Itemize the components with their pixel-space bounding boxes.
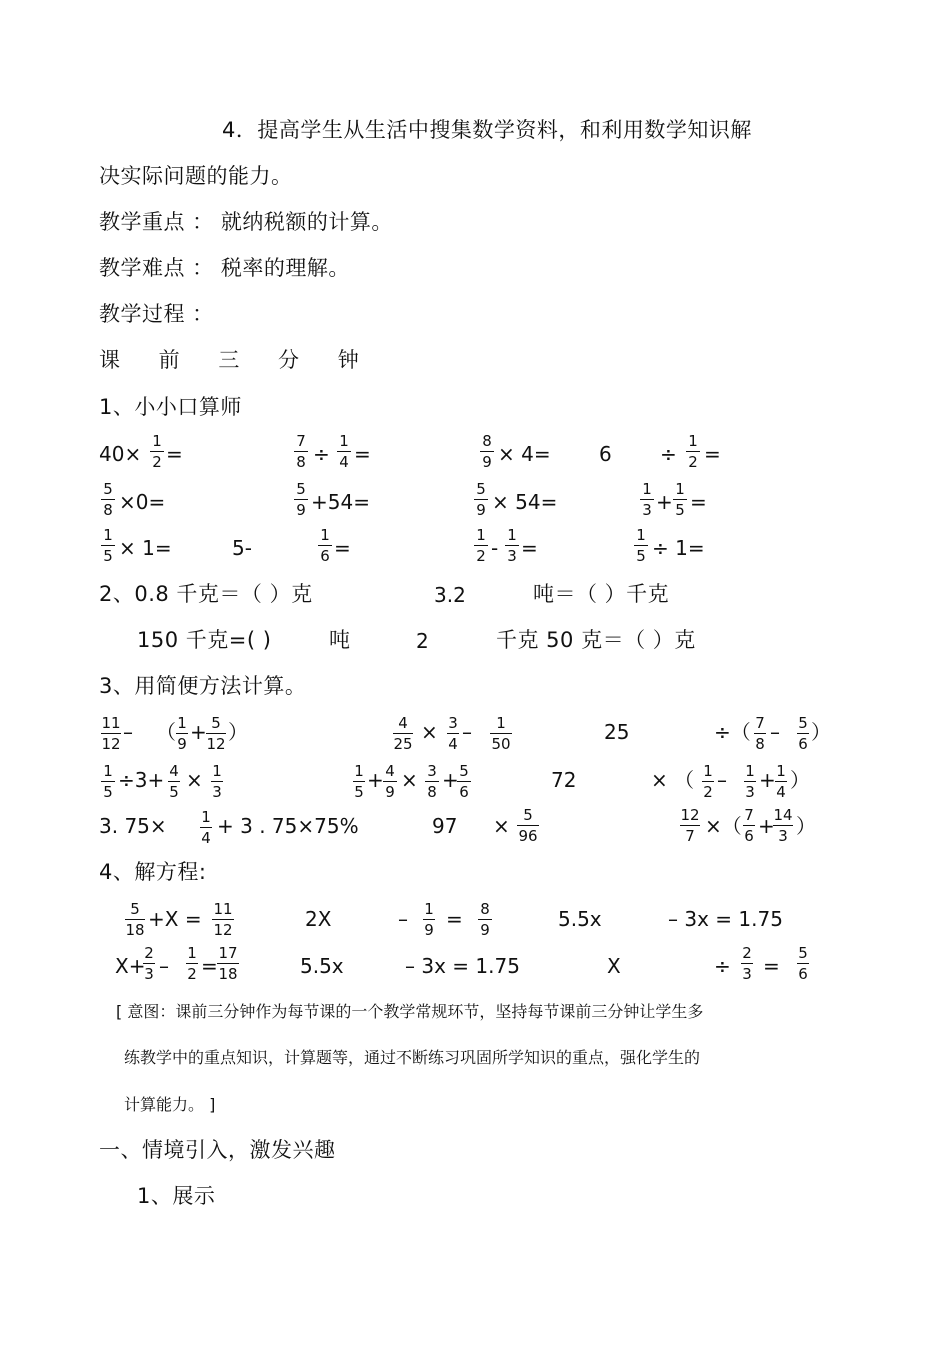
s1-r3-c-eq: = bbox=[521, 536, 538, 560]
fraction: 1 2 bbox=[150, 434, 164, 470]
fraction: 7 6 bbox=[744, 806, 754, 845]
fraction: 1 4 bbox=[776, 762, 786, 801]
fraction: 5 9 bbox=[474, 482, 488, 518]
fraction: 1 5 bbox=[634, 528, 648, 564]
fraction: 8 9 bbox=[480, 434, 494, 470]
section3-title: 3、用简便方法计算。 bbox=[99, 674, 307, 698]
s1-r3-five: 5- bbox=[232, 536, 252, 560]
s3-r3-b: + 3 . 75×75% bbox=[217, 814, 359, 838]
s3-r1-plus: + bbox=[190, 720, 207, 744]
fraction: 1 2 bbox=[703, 762, 713, 801]
s1-r3-a: × 1= bbox=[119, 536, 172, 560]
s3-r1-25: 25 bbox=[604, 720, 630, 744]
fraction: 1 2 bbox=[187, 944, 197, 983]
s3-r1-lp: （ bbox=[156, 720, 176, 744]
s2-t2: 3.2 bbox=[434, 583, 466, 607]
s2-r2b: 吨 bbox=[329, 628, 351, 652]
fraction: 1 5 bbox=[673, 482, 687, 518]
s1-r1-div: ÷ bbox=[313, 442, 330, 466]
fraction: 3 8 bbox=[425, 764, 439, 800]
fraction: 11 12 bbox=[101, 714, 121, 753]
s3-r3-times: × bbox=[493, 814, 510, 838]
fraction: 7 8 bbox=[755, 714, 765, 753]
fraction: 1 3 bbox=[640, 482, 654, 518]
fraction: 8 9 bbox=[478, 902, 492, 938]
fraction: 1 50 bbox=[491, 714, 511, 753]
s3-r3-97: 97 bbox=[432, 814, 458, 838]
s4-r2-d: X bbox=[607, 954, 621, 978]
s3-r2-plus3: + bbox=[759, 768, 776, 792]
s1-r1-eq3: = bbox=[704, 442, 721, 466]
s3-r2-rp: ） bbox=[790, 768, 810, 792]
s1-r3-d: ÷ 1= bbox=[652, 536, 705, 560]
fraction: 5 6 bbox=[798, 944, 808, 983]
fraction: 1 2 bbox=[474, 528, 488, 564]
s1-r1-div2: ÷ bbox=[660, 442, 677, 466]
s4-r1-c: – bbox=[398, 907, 408, 931]
s1-r1-eq1: = bbox=[166, 442, 183, 466]
fraction: 5 12 bbox=[206, 714, 226, 753]
s3-r2-minus: – bbox=[717, 768, 727, 792]
fraction: 3 4 bbox=[448, 714, 458, 753]
fraction: 2 3 bbox=[742, 944, 752, 983]
fraction: 2 3 bbox=[144, 944, 154, 983]
fraction: 1 9 bbox=[424, 900, 434, 939]
fraction: 1 5 bbox=[101, 764, 115, 800]
s4-r2-eq2: = bbox=[763, 954, 780, 978]
s1-r1-eq2: = bbox=[354, 442, 371, 466]
fraction: 1 9 bbox=[177, 714, 187, 753]
s3-r1-rp2: ） bbox=[811, 720, 831, 744]
s1-r1-a: 40× bbox=[99, 442, 142, 466]
intent-line3: 计算能力。 ] bbox=[124, 1095, 216, 1114]
s1-r3-minus: - bbox=[491, 536, 499, 560]
fraction: 1 5 bbox=[354, 762, 364, 801]
s3-r1-div: ÷（ bbox=[714, 720, 751, 744]
s4-r1-eq: = bbox=[446, 907, 463, 931]
fraction: 5 6 bbox=[798, 714, 808, 753]
fraction: 1 3 bbox=[745, 762, 755, 801]
s4-r1-e: – 3x = 1.75 bbox=[668, 907, 783, 931]
s4-r1-d: 5.5x bbox=[558, 907, 602, 931]
s3-r2-times: × bbox=[186, 768, 203, 792]
s1-r2-c: × 54= bbox=[492, 490, 558, 514]
s3-r3-rp: ） bbox=[796, 814, 816, 838]
s4-r1-b: 2X bbox=[305, 907, 332, 931]
fraction: 1 3 bbox=[505, 528, 519, 564]
fraction: 1 4 bbox=[201, 808, 211, 847]
s4-r2-c: – 3x = 1.75 bbox=[405, 954, 520, 978]
fraction: 1 4 bbox=[337, 434, 351, 470]
fraction: 14 3 bbox=[773, 806, 793, 845]
s1-r2-b: +54= bbox=[311, 490, 370, 514]
s1-r2-a: ×0= bbox=[119, 490, 166, 514]
s4-r2-minus: – bbox=[159, 954, 169, 978]
s3-r1-rp: ） bbox=[228, 720, 248, 744]
objective-4-line2: 决实际问题的能力。 bbox=[99, 164, 293, 188]
fraction: 5 9 bbox=[294, 482, 308, 518]
s3-r2-plus2: + bbox=[442, 768, 459, 792]
s1-r1-six: 6 bbox=[599, 442, 612, 466]
fraction: 1 3 bbox=[212, 762, 222, 801]
s4-r2-div: ÷ bbox=[714, 954, 731, 978]
intent-line2: 练教学中的重点知识，计算题等，通过不断练习巩固所学知识的重点，强化学生的 bbox=[124, 1048, 701, 1067]
section1-title: 1、小小口算师 bbox=[99, 395, 242, 419]
fraction: 4 9 bbox=[383, 764, 397, 800]
s3-r2-times2: × bbox=[401, 768, 418, 792]
fraction: 7 8 bbox=[294, 434, 308, 470]
warmup-title: 课 前 三 分 钟 bbox=[99, 348, 375, 372]
fraction: 5 8 bbox=[101, 482, 115, 518]
fraction: 1 6 bbox=[318, 528, 332, 564]
fraction: 1 2 bbox=[686, 434, 700, 470]
s2-t3: 吨＝（ ）千克 bbox=[533, 582, 670, 606]
s4-r2-a: X+ bbox=[115, 954, 146, 978]
s1-r1-times4: × 4= bbox=[498, 442, 551, 466]
fraction: 4 25 bbox=[393, 714, 413, 753]
s2-r2c: 2 bbox=[416, 629, 429, 653]
s3-r3-op: ×（ bbox=[705, 814, 742, 838]
fraction: 5 96 bbox=[518, 806, 538, 845]
difficulty: 教学难点 ： 税率的理解。 bbox=[99, 256, 350, 280]
fraction: 12 7 bbox=[680, 806, 700, 845]
fraction: 17 18 bbox=[218, 944, 238, 983]
s3-r2-times3: × （ bbox=[651, 768, 695, 792]
s1-r2-eq: = bbox=[690, 490, 707, 514]
s2-r2a: 150 千克=( ) bbox=[137, 628, 272, 652]
section4-title: 4、解方程: bbox=[99, 860, 207, 884]
s3-r1-minus: – bbox=[123, 720, 133, 744]
intent-line1: [ 意图：课前三分钟作为每节课的一个教学常规环节，坚持每节课前三分钟让学生多 bbox=[116, 1002, 704, 1021]
s3-r1-times: × bbox=[421, 720, 438, 744]
s3-r1-minus3: – bbox=[770, 720, 780, 744]
s3-r2-op1: ÷3+ bbox=[118, 768, 165, 792]
s3-r1-minus2: – bbox=[462, 720, 472, 744]
section2-line1: 2、0.8 千克＝（ ）克 bbox=[99, 582, 313, 606]
process-heading: 教学过程 ： bbox=[99, 302, 214, 326]
s3-r2-72: 72 bbox=[551, 768, 577, 792]
fraction: 1 5 bbox=[101, 528, 115, 564]
s3-r3-a: 3. 75× bbox=[99, 814, 167, 838]
fraction: 5 18 bbox=[125, 900, 145, 939]
fraction: 5 6 bbox=[457, 764, 471, 800]
s2-r2d: 千克 50 克＝（ ）克 bbox=[496, 628, 696, 652]
fraction: 11 12 bbox=[213, 900, 233, 939]
part1-item1: 1、展示 bbox=[137, 1184, 216, 1208]
s1-r2-plus: + bbox=[656, 490, 673, 514]
s3-r2-plus: + bbox=[367, 768, 384, 792]
key-point: 教学重点 ： 就纳税额的计算。 bbox=[99, 210, 393, 234]
s1-r3-b-eq: = bbox=[334, 536, 351, 560]
part1-title: 一、情境引入，激发兴趣 bbox=[99, 1138, 336, 1162]
s4-r1-a: +X = bbox=[148, 907, 202, 931]
s4-r2-b: 5.5x bbox=[300, 954, 344, 978]
s3-r3-plus: + bbox=[758, 814, 775, 838]
fraction: 4 5 bbox=[169, 762, 179, 801]
s4-r2-eq: = bbox=[201, 954, 218, 978]
objective-4-line1: 4．提高学生从生活中搜集数学资料，和利用数学知识解 bbox=[222, 118, 752, 142]
